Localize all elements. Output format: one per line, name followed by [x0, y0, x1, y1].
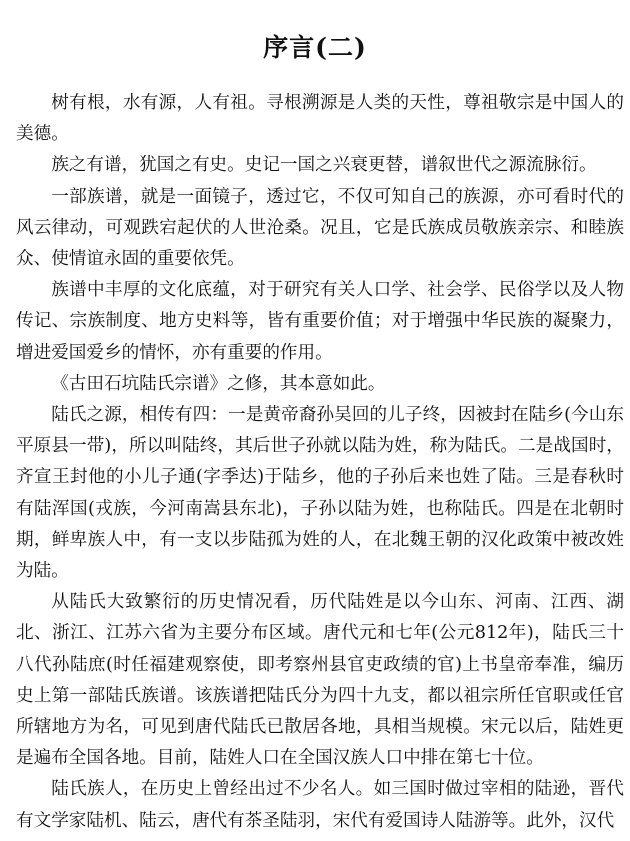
paragraph: 族之有谱，犹国之有史。史记一国之兴衰更替，谱叙世代之源流脉衍。 — [51, 155, 597, 176]
paragraph: 从陆氏大致繁衍的历史情况看，历代陆姓是以今山东、河南、江西、湖北、浙江、江苏六省为主要分布区域。唐代元和七年(公元812年)，陆氏三十八代孙陆庶(时任福建观察使，即考察州县官吏政绩的官)上书皇帝奉准，编历史上第一部陆氏族谱。该族谱把陆氏分为四十九支，都以祖宗所任官职或任官所辖地方为名，可见到唐代陆氏已散居各地，具相当规模。宋元以后，陆姓更是遍布全国各地。目前，陆姓人口在全国汉族人口中排在第七十位。 — [16, 592, 624, 769]
paragraph: 树有根，水有源，人有祖。寻根溯源是人类的天性，尊祖敬宗是中国人的美德。 — [16, 93, 624, 145]
paragraph: 陆氏族人，在历史上曾经出过不少名人。如三国时做过宰相的陆逊，晋代有文学家陆机、陆云，唐代有茶圣陆羽，宋代有爱国诗人陆游等。此外，汉代 — [16, 779, 624, 831]
page-title: 序言(二) — [263, 32, 367, 62]
paragraph: 一部族谱，就是一面镜子，透过它，不仅可知自己的族源，亦可看时代的风云律动，可观跌宕起伏的人世沧桑。况且，它是氏族成员敬族亲宗、和睦族众、使情谊永固的重要依凭。 — [16, 186, 624, 270]
paragraph: 《古田石坑陆氏宗谱》之修，其本意如此。 — [51, 373, 386, 394]
preface-body — [16, 88, 624, 837]
paragraph: 陆氏之源，相传有四：一是黄帝裔孙吴回的儿子终，因被封在陆乡(今山东平原县一带)，所以叫陆终，其后世子孙就以陆为姓，称为陆氏。二是战国时，齐宣王封他的小儿子通(字季达)于陆乡，他的子孙后来也姓了陆。三是春秋时有陆浑国(戎族，今河南嵩县东北)，子孙以陆为姓，也称陆氏。四是在北朝时期，鲜卑族人中，有一支以步陆孤为姓的人，在北魏王朝的汉化政策中被改姓为陆。 — [16, 405, 624, 582]
paragraph: 族谱中丰厚的文化底蕴，对于研究有关人口学、社会学、民俗学以及人物传记、宗族制度、地方史料等，皆有重要价值；对于增强中华民族的凝聚力，增进爱国爱乡的情怀，亦有重要的作用。 — [16, 280, 624, 363]
